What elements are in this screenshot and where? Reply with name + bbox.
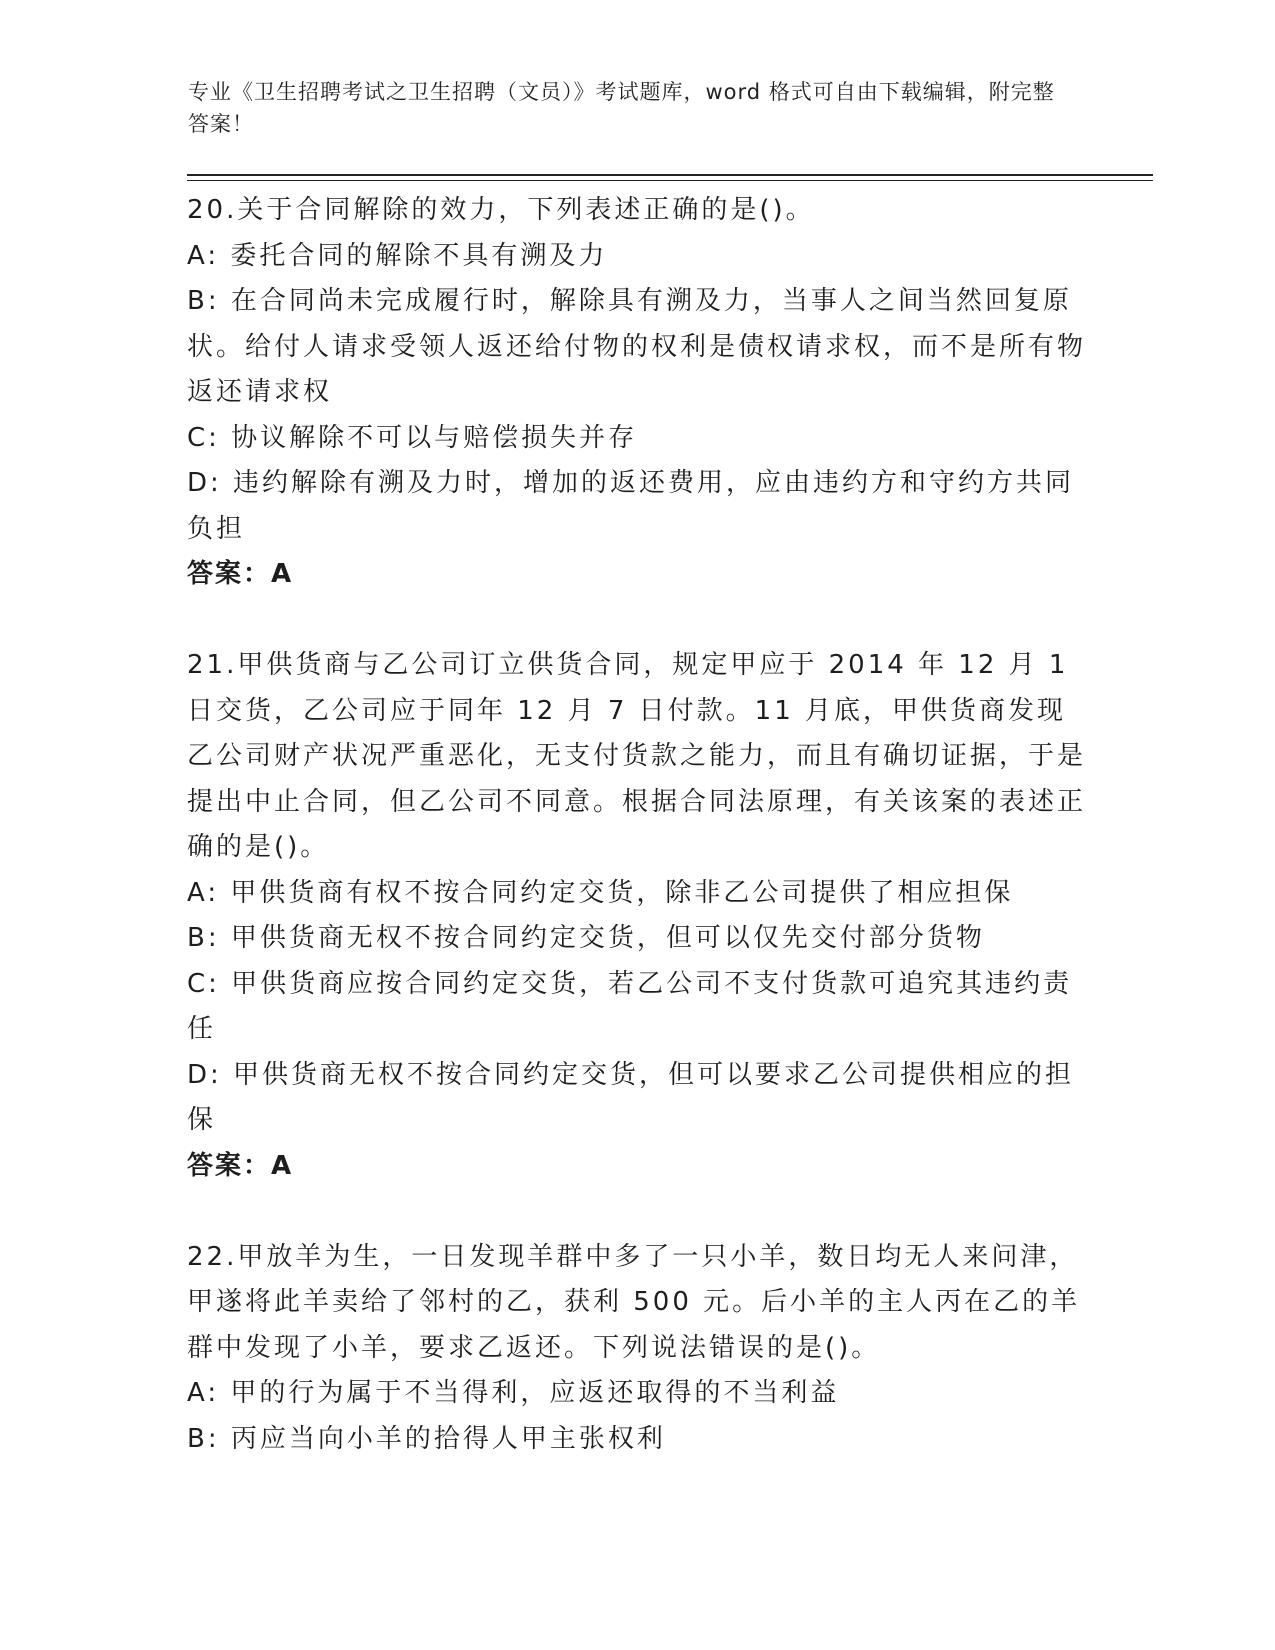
option-d: D: 甲供货商无权不按合同约定交货，但可以要求乙公司提供相应的担保	[187, 1059, 1075, 1135]
header-divider	[187, 174, 1153, 176]
option-c: C: 甲供货商应按合同约定交货，若乙公司不支付货款可追究其违约责任	[187, 968, 1073, 1044]
question-20	[187, 188, 1087, 598]
question-21	[187, 643, 1087, 1189]
document-header: 专业《卫生招聘考试之卫生招聘（文员）》考试题库，word 格式可自由下载编辑，附完整答案！	[188, 80, 1055, 136]
question-stem: 22.甲放羊为生，一日发现羊群中多了一只小羊，数日均无人来问津，甲遂将此羊卖给了邻村的乙，获利 500 元。后小羊的主人丙在乙的羊群中发现了小羊，要求乙返还。下列说法错误的是()。	[187, 1241, 1081, 1363]
question-spacer	[187, 1189, 1087, 1235]
answer-label: 答案：A	[187, 559, 294, 589]
option-a: A: 委托合同的解除不具有溯及力	[187, 240, 608, 271]
option-c: C: 协议解除不可以与赔偿损失并存	[187, 422, 638, 453]
option-b: B: 甲供货商无权不按合同约定交货，但可以仅先交付部分货物	[187, 923, 985, 953]
option-a: A: 甲的行为属于不当得利，应返还取得的不当利益	[187, 1378, 840, 1408]
option-a: A: 甲供货商有权不按合同约定交货，除非乙公司提供了相应担保	[187, 877, 1014, 908]
option-b: B: 丙应当向小羊的拾得人甲主张权利	[187, 1423, 666, 1454]
questions-body	[187, 188, 1087, 1462]
option-d: D: 违约解除有溯及力时，增加的返还费用，应由违约方和守约方共同负担	[187, 468, 1075, 544]
question-stem: 20.关于合同解除的效力，下列表述正确的是()。	[187, 195, 815, 225]
header-divider-thin	[187, 180, 1153, 181]
option-b: B: 在合同尚未完成履行时，解除具有溯及力，当事人之间当然回复原状。给付人请求受领人返还给付物的权利是债权请求权，而不是所有物返还请求权	[187, 286, 1087, 407]
question-stem: 21.甲供货商与乙公司订立供货合同，规定甲应于 2014 年 12 月 1 日交货，乙公司应于同年 12 月 7 日付款。11 月底，甲供货商发现乙公司财产状况严重恶化，无支付货款之能力，而且有确切证据，于是提出中止合同，但乙公司不同意。根据合同法原理，有关该案的表述正确的是()。	[187, 650, 1087, 862]
answer-label: 答案：A	[187, 1150, 294, 1181]
question-spacer	[187, 598, 1087, 644]
question-22	[187, 1235, 1087, 1463]
